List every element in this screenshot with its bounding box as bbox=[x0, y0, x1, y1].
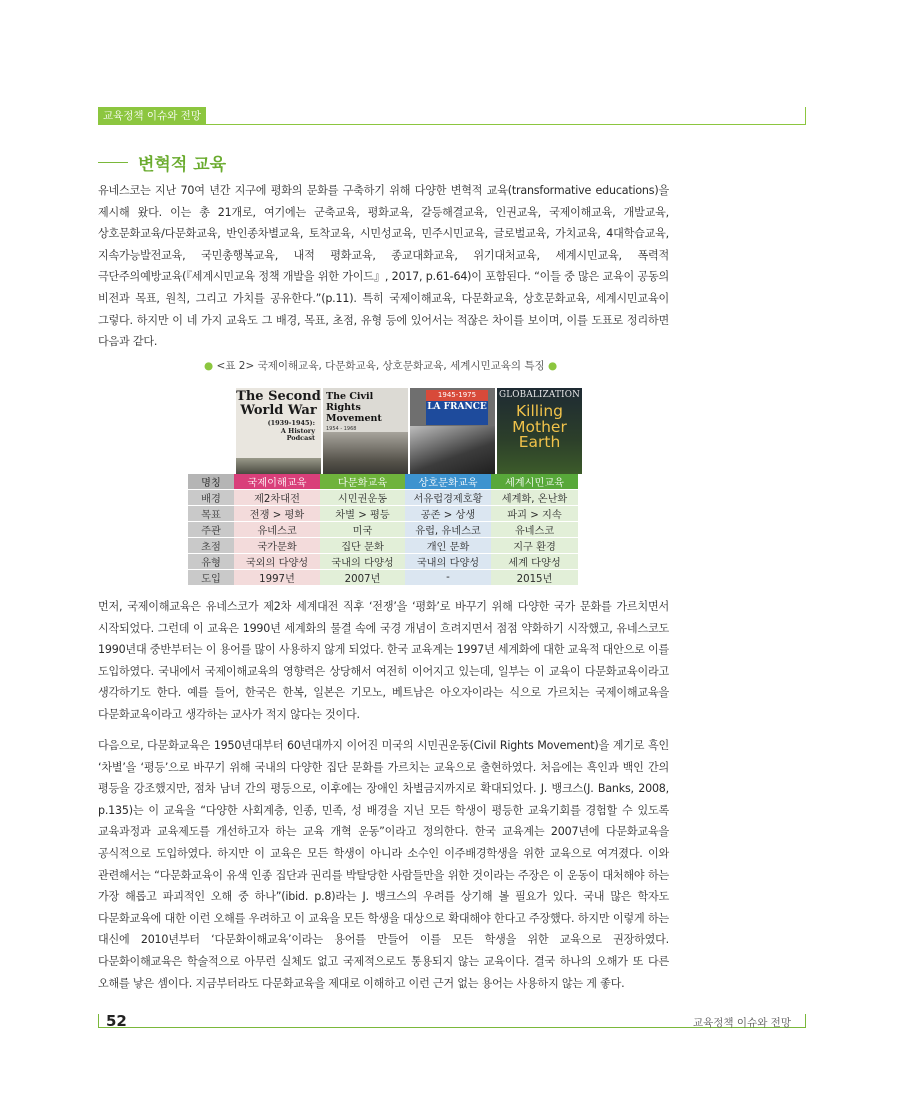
table-row-label: 유형 bbox=[188, 554, 234, 570]
table-header-intercultural: 상호문화교육 bbox=[405, 474, 491, 490]
section-title-dash bbox=[98, 162, 128, 163]
table-cell: 국가문화 bbox=[234, 538, 320, 554]
header-tag: 교육정책 이슈와 전망 bbox=[98, 107, 206, 125]
table-cell: 제2차대전 bbox=[234, 490, 320, 506]
section-title: 변혁적 교육 bbox=[138, 155, 227, 175]
cover-3-photo bbox=[410, 426, 495, 474]
cover-2-photo bbox=[323, 432, 408, 474]
paragraph-multicultural: 다음으로, 다문화교육은 1950년대부터 60년대까지 이어진 미국의 시민권운동(Civil Rights Movement)을 계기로 흑인 ‘차별’을 ‘평등’으로 바꾸기 위해 국내의 다양한 집단 문화를 가르치는 교육으로 출현하였다. 처음에는 흑인과 백인 간의 평등을 강조했지만, 점차 남녀 간의 평등으로, 이후에는 장애인 차별금지까지로 확대되었다. J. 뱅크스(J. Banks, 2008, p.135)는 이 교육을 “다양한 사회계층, 인종, 민족, 성 배경을 지닌 모든 학생이 평등한 교육기회를 경험할 수 있도록 교육과정과 교육제도를 개선하고자 하는 교육 개혁 운동”이라고 정의한다. 한국 교육계는 2007년에 다문화교육을 공식적으로 도입하였다. 하지만 이 교육은 모든 학생이 아니라 소수인 이주배경학생을 위한 교육으로 여겨졌다. 이와 관련해서는 “다문화교육이 유색 인종 집단과 권리를 박탈당한 사람들만을 위한 것이라는 주장은 이 운동이 대처해야 하는 가장 해롭고 파괴적인 오해 중 하나”(ibid. p.8)라는 J. 뱅크스의 우려를 상기해 볼 필요가 있다. 국내 많은 학자도 다문화교육에 대한 이런 오해를 우려하고 이 교육을 모든 학생을 대상으로 확대해야 한다고 주장했다. 하지만 이렇게 하는 대신에 2010년부터 ‘다문화이해교육’이라는 용어를 만들어 이를 모든 학생을 위한 교육으로 권장하였다. 다문화이해교육은 학술적으로 아무런 실체도 없고 국제적으로도 통용되지 않는 교육이다. 결국 하나의 오해가 또 다른 오해를 낳은 셈이다. 지금부터라도 다문화교육을 제대로 이해하고 이런 근거 없는 용어는 사용하지 않는 게 좋다. bbox=[98, 739, 669, 990]
table-cell: 파괴 > 지속 bbox=[491, 506, 578, 522]
cover-1-photo bbox=[236, 458, 321, 474]
table-cell: 공존 > 상생 bbox=[405, 506, 491, 522]
table-row-label: 목표 bbox=[188, 506, 234, 522]
page-number: 52 bbox=[106, 1012, 127, 1030]
table-cell: 전쟁 > 평화 bbox=[234, 506, 320, 522]
cover-2-years: 1954 - 1968 bbox=[326, 426, 357, 432]
table-row bbox=[188, 538, 578, 554]
paragraph-intro: 유네스코는 지난 70여 년간 지구에 평화의 문화를 구축하기 위해 다양한 변혁적 교육(transformative educations)을 제시해 왔다. 이는 총 21개로, 여기에는 군축교육, 평화교육, 갈등해결교육, 인권교육, 국제이해교육, 개발교육, 상호문화교육/다문화교육, 반인종차별교육, 토착교육, 시민성교육, 민주시민교육, 글로벌교육, 가치교육, 4대학습교육, 지속가능발전교육, 국민총행복교육, 내적 평화교육, 종교대화교육, 위기대처교육, 세계시민교육, 폭력적 극단주의예방교육(『세계시민교육 정책 개발을 위한 가이드』, 2017, p.61-64)이 포함된다. “이들 중 많은 교육이 공동의 비전과 목표, 원칙, 그리고 가치를 공유한다.”(p.11). 특히 국제이해교육, 다문화교육, 상호문화교육, 세계시민교육이 그렇다. 하지만 이 네 가지 교육도 그 배경, 목표, 초점, 유형 등에 있어서는 적잖은 차이를 보이며, 이를 도표로 정리하면 다음과 같다. bbox=[98, 184, 669, 349]
cover-la-france bbox=[410, 388, 495, 474]
caption-bullet-left: ● bbox=[204, 360, 214, 372]
cover-2-title: The Civil Rights Movement bbox=[326, 391, 382, 424]
table-header-row bbox=[188, 474, 578, 490]
footer-rule-end bbox=[805, 1014, 806, 1028]
header-rule-end bbox=[805, 107, 806, 125]
table-row-label: 배경 bbox=[188, 490, 234, 506]
table-cell: 지구 환경 bbox=[491, 538, 578, 554]
table-cell: 시민권운동 bbox=[320, 490, 405, 506]
table-row bbox=[188, 506, 578, 522]
table-cell: 집단 문화 bbox=[320, 538, 405, 554]
table-cell: - bbox=[405, 570, 491, 586]
table-header-label: 명칭 bbox=[188, 474, 234, 490]
table-cell: 서유럽경제호황 bbox=[405, 490, 491, 506]
table-header-multicultural: 다문화교육 bbox=[320, 474, 405, 490]
cover-globalization bbox=[497, 388, 582, 474]
table-cell: 차별 > 평등 bbox=[320, 506, 405, 522]
table-cell: 유네스코 bbox=[234, 522, 320, 538]
cover-1-subtitle: (1939-1945): A History Podcast bbox=[267, 419, 315, 442]
table-row bbox=[188, 522, 578, 538]
cover-civil-rights-movement bbox=[323, 388, 408, 474]
cover-4-top: GLOBALIZATION bbox=[498, 390, 581, 400]
table-caption bbox=[204, 358, 557, 373]
footer-title: 교육정책 이슈와 전망 bbox=[693, 1017, 791, 1029]
table-cell: 국내의 다양성 bbox=[320, 554, 405, 570]
table-header-international: 국제이해교육 bbox=[234, 474, 320, 490]
paragraph-international: 먼저, 국제이해교육은 유네스코가 제2차 세계대전 직후 ‘전쟁’을 ‘평화’로 바꾸기 위해 다양한 국가 문화를 가르치면서 시작되었다. 그런데 이 교육은 1990년 세계화의 물결 속에 국경 개념이 흐려지면서 점점 약화하기 시작했고, 유네스코도 1990년대 중반부터는 이 용어를 많이 사용하지 않게 되었다. 한국 교육계는 1997년 세계화에 대한 교육적 대안으로 이를 도입하였다. 국내에서 국제이해교육의 영향력은 상당해서 여전히 이어지고 있는데, 일부는 이 교육이 다문화교육이라고 생각하기도 한다. 예를 들어, 한국은 한복, 일본은 기모노, 베트남은 아오자이라는 식으로 가르치는 국제이해교육을 다문화교육이라고 생각하는 교사가 적지 않다는 것이다. bbox=[98, 600, 669, 721]
table-cell: 국외의 다양성 bbox=[234, 554, 320, 570]
caption-text: <표 2> 국제이해교육, 다문화교육, 상호문화교육, 세계시민교육의 특징 bbox=[216, 360, 545, 372]
table-row-label: 주관 bbox=[188, 522, 234, 538]
cover-second-world-war bbox=[236, 388, 321, 474]
table-cell: 세계화, 온난화 bbox=[491, 490, 578, 506]
cover-1-title: The Second World War bbox=[236, 389, 321, 418]
table-cell: 유네스코 bbox=[491, 522, 578, 538]
table-cell: 국내의 다양성 bbox=[405, 554, 491, 570]
table-cell: 2015년 bbox=[491, 570, 578, 586]
table-cell: 1997년 bbox=[234, 570, 320, 586]
table-cell: 유럽, 유네스코 bbox=[405, 522, 491, 538]
table-cell: 2007년 bbox=[320, 570, 405, 586]
book-cover-row bbox=[236, 388, 582, 474]
table-row bbox=[188, 570, 578, 586]
table-cell: 개인 문화 bbox=[405, 538, 491, 554]
caption-bullet-right: ● bbox=[548, 360, 558, 372]
table-row bbox=[188, 490, 578, 506]
cover-3-years: 1945-1975 bbox=[426, 390, 488, 401]
table-row-label: 초점 bbox=[188, 538, 234, 554]
comparison-table bbox=[188, 474, 578, 586]
table-cell: 세계 다양성 bbox=[491, 554, 578, 570]
header-rule bbox=[98, 124, 806, 125]
table-header-global-citizenship: 세계시민교육 bbox=[491, 474, 578, 490]
table-row bbox=[188, 554, 578, 570]
cover-4-title: Killing Mother Earth bbox=[512, 402, 567, 451]
cover-3-title: LA FRANCE bbox=[426, 401, 488, 425]
footer-rule-start bbox=[98, 1014, 99, 1028]
table-cell: 미국 bbox=[320, 522, 405, 538]
table-row-label: 도입 bbox=[188, 570, 234, 586]
